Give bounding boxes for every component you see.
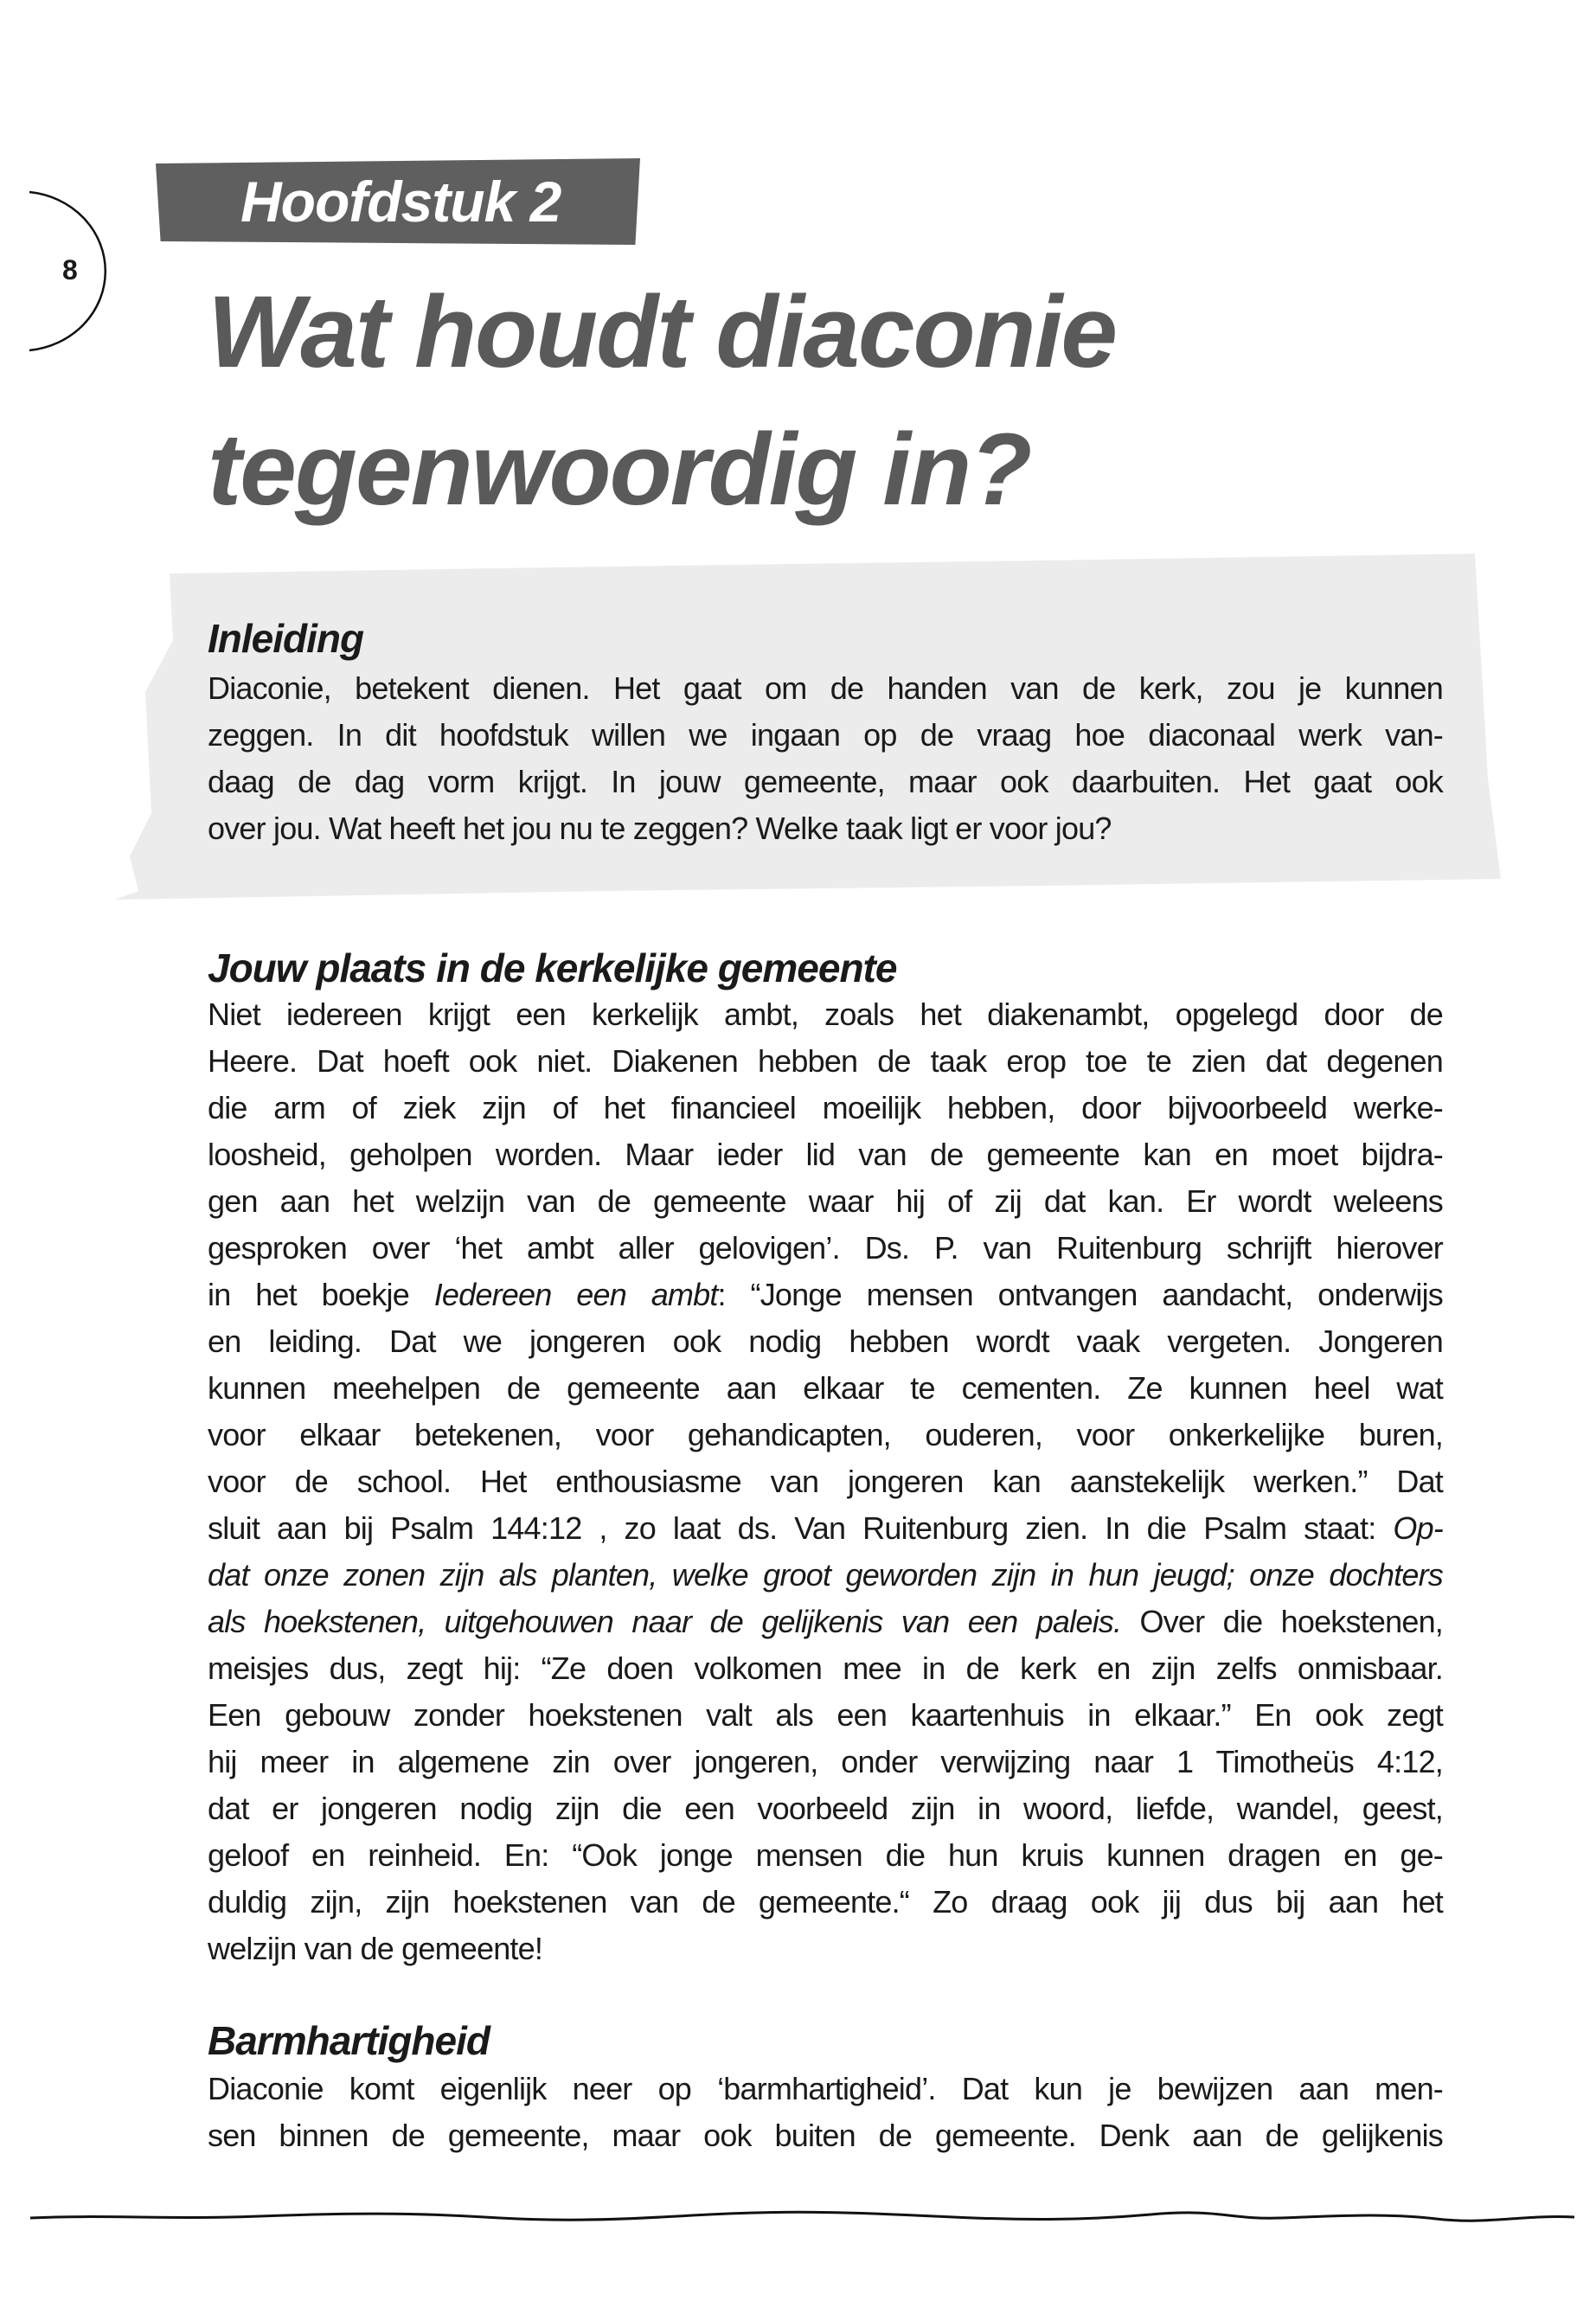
text-segment: Diaconie, betekent dienen. Het gaat om de handen van de kerk, zou je kunnen	[208, 670, 1443, 706]
text-segment: over jou. Wat heeft het jou nu te zeggen? Welke taak ligt er voor jou?	[208, 811, 1112, 846]
text-segment: Heere. Dat hoeft ook niet. Diakenen hebben de taak erop toe te zien dat degenen	[208, 1043, 1443, 1079]
torn-edge-divider	[0, 2197, 1596, 2240]
text-line	[208, 1178, 1443, 1225]
text-line	[208, 1038, 1443, 1085]
text-line	[208, 1085, 1443, 1131]
italic-text: als hoekstenen, uitgehouwen naar de gelijkenis van een paleis.	[208, 1604, 1122, 1639]
text-line	[208, 1225, 1443, 1272]
text-line	[208, 665, 1443, 712]
chapter-label: Hoofdstuk 2	[240, 170, 561, 234]
text-line	[208, 1412, 1443, 1458]
text-line	[208, 1272, 1443, 1318]
text-line	[208, 1131, 1443, 1178]
section-heading-barmhartigheid: Barmhartigheid	[208, 2018, 490, 2063]
text-segment: sen binnen de gemeente, maar ook buiten de gemeente. Denk aan de gelijkenis	[208, 2118, 1443, 2153]
text-segment: sluit aan bij Psalm 144:12 , zo laat ds. Van Ruitenburg zien. In die Psalm staat:	[208, 1510, 1394, 1546]
section-body-inleiding	[208, 665, 1443, 852]
page-number: 8	[62, 254, 78, 285]
italic-text: Op-	[1393, 1510, 1443, 1546]
text-line	[208, 1645, 1443, 1692]
text-line	[208, 1599, 1443, 1645]
text-segment: en leiding. Dat we jongeren ook nodig hebben wordt vaak vergeten. Jongeren	[208, 1324, 1443, 1359]
text-segment: die arm of ziek zijn of het financieel moeilijk hebben, door bijvoorbeeld werke-	[208, 1090, 1443, 1125]
text-segment: daag de dag vorm krijgt. In jouw gemeente, maar ook daarbuiten. Het gaat ook	[208, 764, 1443, 799]
text-line	[208, 991, 1443, 1038]
text-line	[208, 2066, 1443, 2112]
text-segment: meisjes dus, zegt hij: “Ze doen volkomen mee in de kerk en zijn zelfs onmisbaar.	[208, 1650, 1443, 1686]
text-line	[208, 1505, 1443, 1552]
text-segment: voor de school. Het enthousiasme van jongeren kan aanstekelijk werken.” Dat	[208, 1464, 1443, 1499]
text-segment: : “Jonge mensen ontvangen aandacht, onderwijs	[717, 1277, 1444, 1312]
text-segment: Over die hoekstenen,	[1121, 1604, 1444, 1639]
text-line	[208, 1832, 1443, 1879]
text-segment: Niet iedereen krijgt een kerkelijk ambt, zoals het diakenambt, opgelegd door de	[208, 997, 1443, 1032]
section-body-barmhartigheid	[208, 2066, 1443, 2159]
text-segment: kunnen meehelpen de gemeente aan elkaar te cementen. Ze kunnen heel wat	[208, 1370, 1443, 1406]
text-segment: hij meer in algemene zin over jongeren, onder verwijzing naar 1 Timotheüs 4:12,	[208, 1744, 1443, 1779]
text-segment: Een gebouw zonder hoekstenen valt als een kaartenhuis in elkaar.” En ook zegt	[208, 1697, 1443, 1733]
text-segment: welzijn van de gemeente!	[208, 1931, 543, 1966]
text-line	[208, 1318, 1443, 1365]
text-line	[208, 712, 1443, 759]
text-line	[208, 1785, 1443, 1832]
text-line	[208, 1692, 1443, 1739]
text-line	[208, 805, 1443, 852]
text-segment: gesproken over ‘het ambt aller gelovigen’. Ds. P. van Ruitenburg schrijft hierover	[208, 1230, 1443, 1266]
text-line	[208, 1552, 1443, 1599]
text-segment: dat er jongeren nodig zijn die een voorbeeld zijn in woord, liefde, wandel, geest,	[208, 1791, 1443, 1826]
text-segment: zeggen. In dit hoofdstuk willen we ingaan op de vraag hoe diaconaal werk van-	[208, 717, 1443, 753]
text-line	[208, 759, 1443, 805]
section-heading-jouw-plaats: Jouw plaats in de kerkelijke gemeente	[208, 945, 897, 990]
text-line	[208, 1879, 1443, 1926]
section-body-jouw-plaats	[208, 991, 1443, 1972]
text-segment: loosheid, geholpen worden. Maar ieder lid van de gemeente kan en moet bijdra-	[208, 1137, 1443, 1172]
text-segment: geloof en reinheid. En: “Ook jonge mensen die hun kruis kunnen dragen en ge-	[208, 1837, 1443, 1873]
italic-text: Iedereen een ambt	[433, 1277, 718, 1312]
text-segment: in het boekje	[208, 1277, 434, 1312]
text-segment: voor elkaar betekenen, voor gehandicapten, ouderen, voor onkerkelijke buren,	[208, 1417, 1443, 1452]
text-line	[208, 1458, 1443, 1505]
text-line	[208, 1365, 1443, 1412]
page-title-line-1: Wat houdt diaconie	[208, 275, 1117, 389]
italic-text: dat onze zonen zijn als planten, welke groot geworden zijn in hun jeugd; onze dochters	[208, 1557, 1443, 1593]
page-title-line-2: tegenwoordig in?	[208, 413, 1031, 527]
text-segment: gen aan het welzijn van de gemeente waar hij of zij dat kan. Er wordt weleens	[208, 1183, 1443, 1219]
text-line	[208, 2112, 1443, 2159]
text-line	[208, 1739, 1443, 1785]
section-heading-inleiding: Inleiding	[208, 616, 364, 661]
text-segment: Diaconie komt eigenlijk neer op ‘barmhartigheid’. Dat kun je bewijzen aan men-	[208, 2071, 1443, 2106]
text-line	[208, 1926, 1443, 1972]
text-segment: duldig zijn, zijn hoekstenen van de gemeente.“ Zo draag ook jij dus bij aan het	[208, 1884, 1443, 1920]
